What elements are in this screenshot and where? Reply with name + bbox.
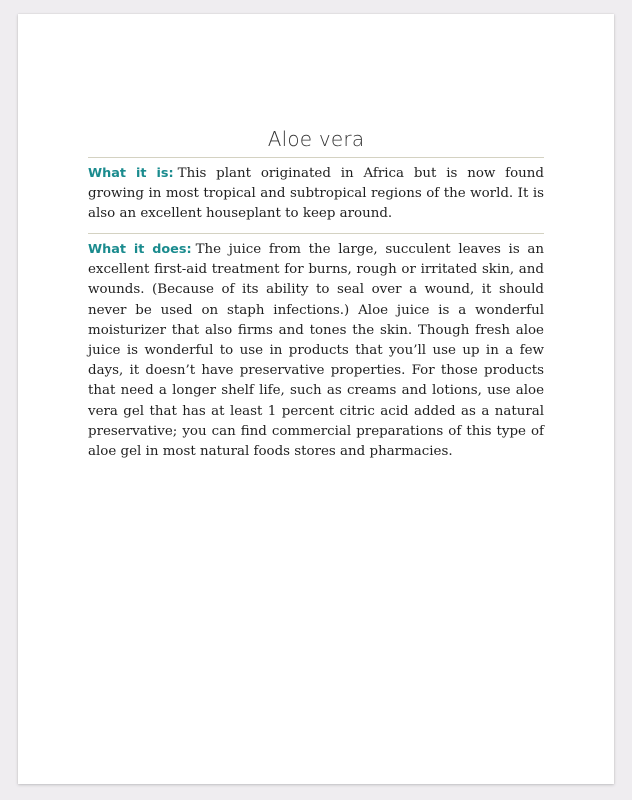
section-divider-top: [88, 157, 544, 158]
section-divider-middle: [88, 233, 544, 234]
section-what-it-does: [88, 240, 544, 462]
section-what-it-is: [88, 164, 544, 225]
page-title: Aloe vera: [267, 127, 365, 151]
section-label-what-it-is: What it is:: [88, 166, 174, 181]
section-text-what-it-does: The juice from the large, succulent leaves is an excellent first-aid treatment for burns, rough or irritated skin, and wounds. (Because of its ability to seal over a wound, it should never be used on staph infections.) Aloe juice is a wonderful moisturizer that also firms and tones the skin. Though fresh aloe juice is wonderful to use in products that you’ll use up in a few days, it doesn’t have preservative properties. For those products that need a longer shelf life, such as creams and lotions, use aloe vera gel that has at least 1 percent citric acid added as a natural preservative; you can find commercial preparations of this type of aloe gel in most natural foods stores and pharmacies.: [88, 242, 544, 460]
section-text-what-it-is: This plant originated in Africa but is now found growing in most tropical and subtropical regions of the world. It is also an excellent houseplant to keep around.: [88, 166, 545, 222]
section-label-what-it-does: What it does:: [88, 242, 192, 257]
document-page: [18, 14, 614, 784]
